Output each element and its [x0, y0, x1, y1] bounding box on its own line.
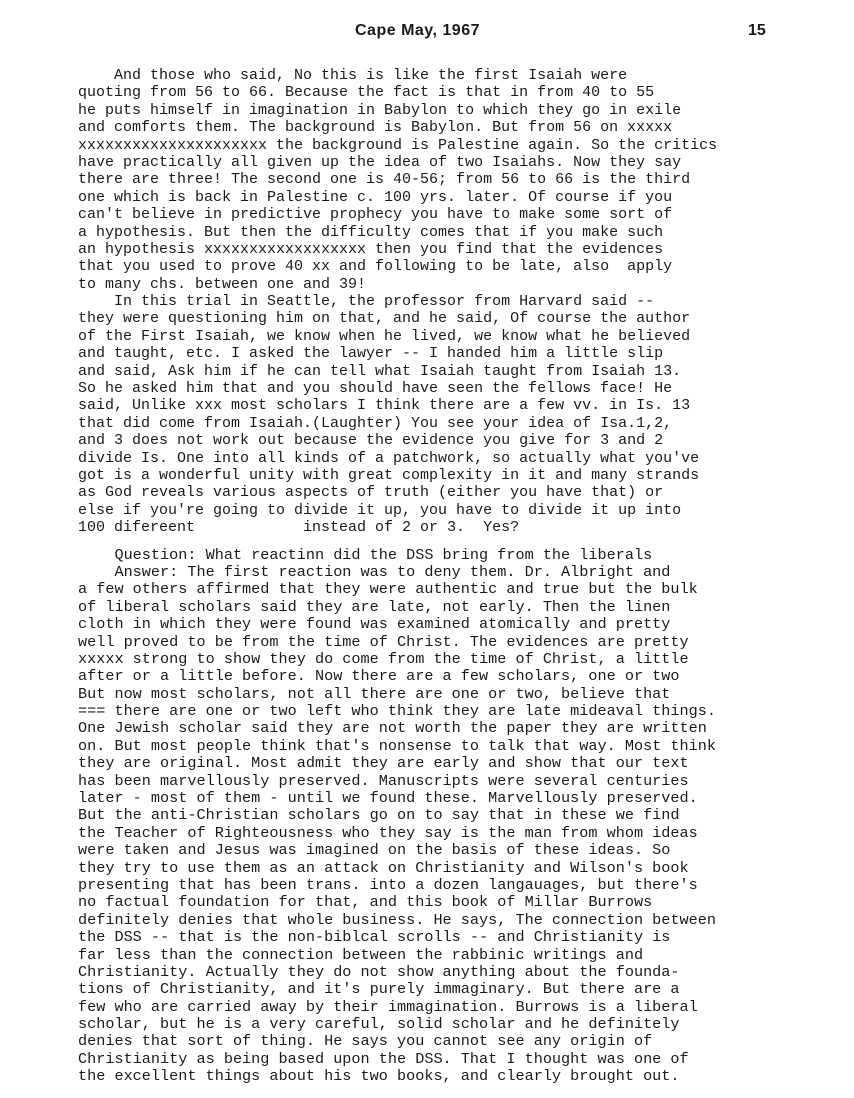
text-line: they try to use them as an attack on Christianity and Wilson's book	[78, 858, 689, 877]
text-line: and 3 does not work out because the evidence you give for 3 and 2	[78, 432, 664, 450]
text-line: denies that sort of thing. He says you cannot see any origin of	[78, 1032, 653, 1051]
text-line: And those who said, No this is like the first Isaiah were	[78, 67, 628, 84]
text-line: xxxxxxxxxxxxxxxxxxxxx the background is Palestine again. So the critics	[78, 136, 718, 154]
text-line: else if you're going to divide it up, you have to divide it up into	[78, 501, 682, 519]
text-line: an hypothesis xxxxxxxxxxxxxxxxxx then you find that the evidences	[78, 240, 664, 258]
text-line: quoting from 56 to 66. Because the fact is that in from 40 to 55	[78, 84, 655, 102]
text-line: no factual foundation for that, and this book of Millar Burrows	[78, 893, 653, 912]
text-line: has been marvellously preserved. Manuscripts were several centuries	[78, 771, 689, 790]
text-line: and comforts them. The background is Babylon. But from 56 on xxxxx	[78, 119, 673, 137]
text-line: Answer: The first reaction was to deny them. Dr. Albright and	[78, 562, 671, 581]
paragraph	[78, 547, 840, 1086]
paragraph	[78, 67, 840, 293]
text-line: few who are carried away by their immagination. Burrows is a liberal	[78, 997, 698, 1016]
text-line: and said, Ask him if he can tell what Isaiah taught from Isaiah 13.	[78, 362, 682, 380]
transcript-body	[78, 67, 840, 1086]
page-header	[0, 22, 854, 46]
text-line: Question: What reactinn did the DSS bring from the liberals	[78, 545, 653, 564]
text-line: But the anti-Christian scholars go on to say that in these we find	[78, 806, 680, 825]
text-line: definitely denies that whole business. He says, The connection between	[78, 910, 716, 929]
text-line: presenting that has been trans. into a dozen langauages, but there's	[78, 875, 698, 894]
text-line: xxxxx strong to show they do come from the time of Christ, a little	[78, 649, 689, 668]
text-line: they are original. Most admit they are early and show that our text	[78, 754, 689, 773]
text-line: tions of Christianity, and it's purely immaginary. But there are a	[78, 980, 680, 999]
text-line: the DSS -- that is the non-biblcal scrolls -- and Christianity is	[78, 928, 671, 947]
text-line: But now most scholars, not all there are one or two, believe that	[78, 684, 671, 703]
text-line: as God reveals various aspects of truth (either you have that) or	[78, 484, 664, 502]
text-line: can't believe in predictive prophecy you have to make some sort of	[78, 206, 673, 224]
text-line: of liberal scholars said they are late, not early. Then the linen	[78, 597, 671, 616]
text-line: that did come from Isaiah.(Laughter) You see your idea of Isa.1,2,	[78, 414, 673, 432]
text-line: to many chs. between one and 39!	[78, 275, 367, 293]
text-line: a hypothesis. But then the difficulty comes that if you make such	[78, 223, 664, 241]
text-line: Christianity. Actually they do not show anything about the founda-	[78, 962, 680, 981]
text-line: Christianity as being based upon the DSS. That I thought was one of	[78, 1049, 689, 1068]
paragraph	[78, 293, 840, 536]
text-line: the Teacher of Righteousness who they say is the man from whom ideas	[78, 823, 698, 842]
text-line: In this trial in Seattle, the professor from Harvard said --	[78, 293, 655, 311]
text-line: he puts himself in imagination in Babylon to which they go in exile	[78, 101, 682, 119]
text-line: well proved to be from the time of Christ. The evidences are pretty	[78, 632, 689, 651]
text-line: they were questioning him on that, and he said, Of course the author	[78, 310, 691, 328]
text-line: a few others affirmed that they were authentic and true but the bulk	[78, 580, 698, 599]
text-line: got is a wonderful unity with great complexity in it and many strands	[78, 466, 700, 484]
page-title: Cape May, 1967	[355, 22, 480, 39]
text-line: scholar, but he is a very careful, solid scholar and he definitely	[78, 1015, 680, 1034]
text-line: So he asked him that and you should have seen the fellows face! He	[78, 380, 673, 398]
text-line: later - most of them - until we found these. Marvellously preserved.	[78, 789, 698, 808]
text-line: said, Unlike xxx most scholars I think there are a few vv. in Is. 13	[78, 397, 691, 415]
text-line: one which is back in Palestine c. 100 yrs. later. Of course if you	[78, 188, 673, 206]
text-line: far less than the connection between the rabbinic writings and	[78, 945, 644, 964]
text-line: of the First Isaiah, we know when he lived, we know what he believed	[78, 327, 691, 345]
text-line: === there are one or two left who think they are late mideaval things.	[78, 702, 716, 721]
text-line: One Jewish scholar said they are not worth the paper they are written	[78, 719, 707, 738]
text-line: divide Is. One into all kinds of a patchwork, so actually what you've	[78, 449, 700, 467]
text-line: after or a little before. Now there are a few scholars, one or two	[78, 667, 680, 686]
text-line: cloth in which they were found was examined atomically and pretty	[78, 615, 671, 634]
text-line: there are three! The second one is 40-56; from 56 to 66 is the third	[78, 171, 691, 189]
page-number: 15	[748, 22, 766, 39]
text-line: and taught, etc. I asked the lawyer -- I handed him a little slip	[78, 345, 664, 363]
text-line: have practically all given up the idea of two Isaiahs. Now they say	[78, 153, 682, 171]
text-line: the excellent things about his two books, and clearly brought out.	[78, 1067, 680, 1086]
text-line: that you used to prove 40 xx and following to be late, also apply	[78, 258, 673, 276]
text-line: were taken and Jesus was imagined on the basis of these ideas. So	[78, 841, 671, 860]
text-line: 100 difereent instead of 2 or 3. Yes?	[78, 519, 520, 537]
text-line: on. But most people think that's nonsense to talk that way. Most think	[78, 736, 716, 755]
